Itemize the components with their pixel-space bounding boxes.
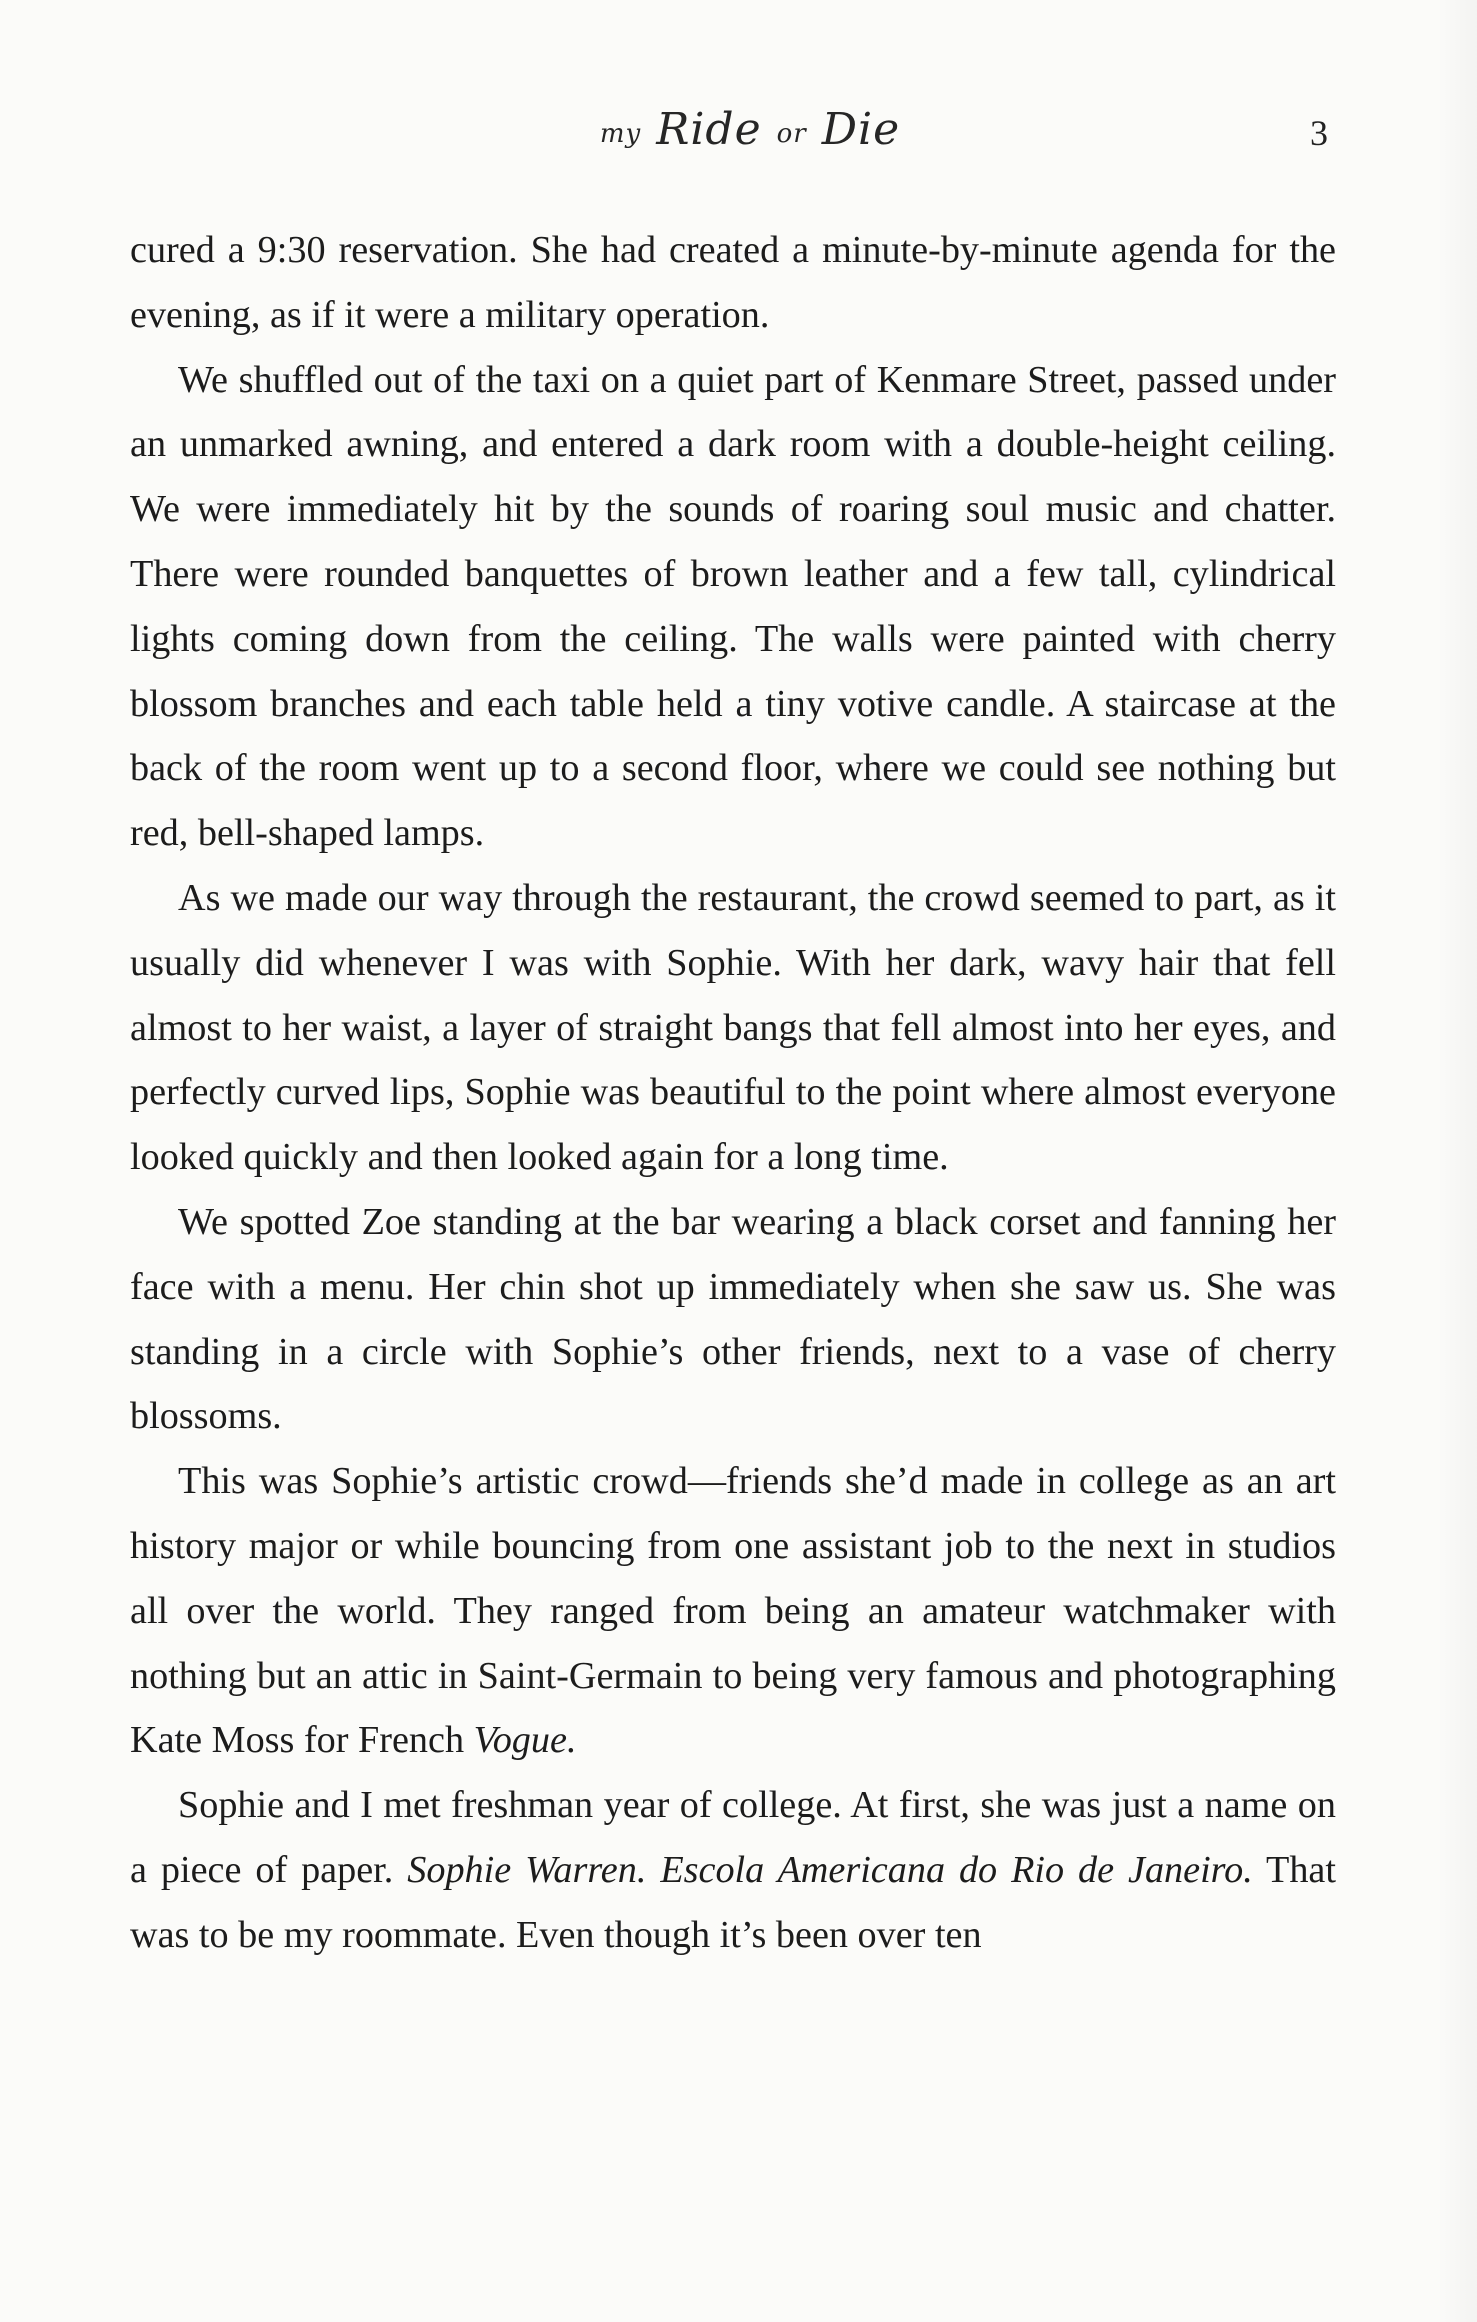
paragraph-6-end: That was to be my roommate. Even though it’s been over ten [130, 1848, 1336, 1956]
paragraph-5 [130, 1449, 1336, 1773]
paragraph-5-italic: Vogue. [473, 1719, 577, 1762]
book-title-main: Ride [656, 104, 762, 155]
body-text [130, 218, 1336, 1968]
running-head [0, 100, 1477, 160]
paragraph-5-text: This was Sophie’s artistic crowd—friends she’d made in college as an art history major or while bouncing from one assistant job to the next in studios all over the world. They ranged from being an amateur watchmaker with nothing but an attic in Saint-Germain to being very famous and photographing Kate Moss for French [130, 1460, 1336, 1762]
paragraph-2: We shuffled out of the taxi on a quiet part of Kenmare Street, passed under an unmarked awning, and entered a dark room with a double-height ceiling. We were immediately hit by the sounds of roaring soul music and chatter. There were rounded banquettes of brown leather and a few tall, cylindrical lights coming down from the ceiling. The walls were painted with cherry blossom branches and each table held a tiny votive candle. A staircase at the back of the room went up to a second floor, where we could see nothing but red, bell-shaped lamps. [130, 358, 1336, 855]
book-title-prefix: my [599, 119, 642, 149]
paragraph-4: We spotted Zoe standing at the bar wearing a black corset and fanning her face with a menu. Her chin shot up immediately when she saw us. She was standing in a circle with Sophie’s other friends, next to a vase of cherry blossoms. [130, 1200, 1336, 1438]
paragraph-6 [130, 1773, 1336, 1967]
book-title-end: Die [821, 104, 901, 155]
book-title-connector: or [776, 119, 807, 149]
paragraph-1: cured a 9:30 reservation. She had created a minute-by-minute agenda for the evening, as if it were a military operation. [130, 229, 1336, 336]
paragraph-6-italic: Sophie Warren. Escola Americana do Rio de Janeiro. [407, 1848, 1253, 1891]
page-edge-shadow [1437, 0, 1477, 2322]
paragraph-6-start: Sophie and I met freshman year of college. At first, she was just a name on a piece of paper. [130, 1784, 1336, 1891]
book-title [540, 100, 960, 164]
page-number: 3 [1310, 113, 1328, 153]
paragraph-3: As we made our way through the restaurant, the crowd seemed to part, as it usually did whenever I was with Sophie. With her dark, wavy hair that fell almost to her waist, a layer of straight bangs that fell almost into her eyes, and perfectly curved lips, Sophie was beautiful to the point where almost everyone looked quickly and then looked again for a long time. [130, 876, 1336, 1179]
